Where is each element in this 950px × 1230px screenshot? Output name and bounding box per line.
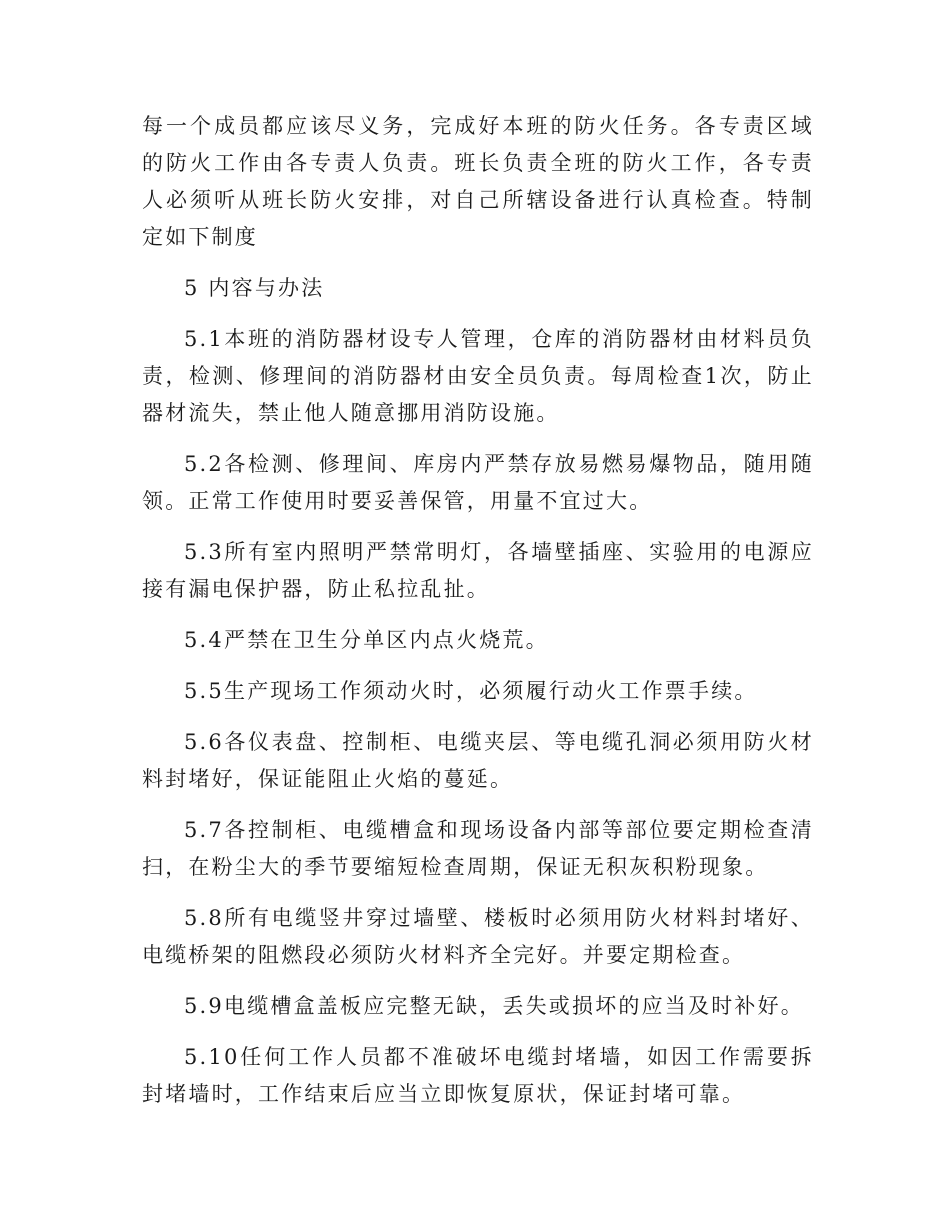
paragraph-5-7: 5.7各控制柜、电缆槽盒和现场设备内部等部位要定期检查清扫，在粉尘大的季节要缩短检查周期，保证无积灰积粉现象。 <box>142 818 814 879</box>
paragraph-5-2: 5.2各检测、修理间、库房内严禁存放易燃易爆物品，随用随领。正常工作使用时要妥善保管，用量不宜过大。 <box>142 452 814 513</box>
paragraph-5-8: 5.8所有电缆竖井穿过墙壁、楼板时必须用防火材料封堵好、电缆桥架的阻燃段必须防火材料齐全完好。并要定期检查。 <box>142 906 814 967</box>
paragraph-5-4: 5.4严禁在卫生分单区内点火烧荒。 <box>184 628 549 652</box>
paragraph-5-10: 5.10任何工作人员都不准破坏电缆封堵墙，如因工作需要拆封堵墙时，工作结束后应当立即恢复原状，保证封堵可靠。 <box>142 1045 814 1106</box>
paragraph-5-1: 5.1本班的消防器材设专人管理，仓库的消防器材由材料员负责，检测、修理间的消防器材由安全员负责。每周检查1次，防止器材流失，禁止他人随意挪用消防设施。 <box>142 327 814 425</box>
section-heading: 5 内容与办法 <box>184 276 325 300</box>
paragraph-5-3: 5.3所有室内照明严禁常明灯，各墙壁插座、实验用的电源应接有漏电保护器，防止私拉乱扯。 <box>142 540 814 601</box>
paragraph-intro: 每一个成员都应该尽义务，完成好本班的防火任务。各专责区域的防火工作由各专责人负责。班长负责全班的防火工作，各专责人必须听从班长防火安排，对自己所辖设备进行认真检查。特制定如下制度 <box>142 114 814 249</box>
document-body <box>142 108 814 1127</box>
paragraph-5-9: 5.9电缆槽盒盖板应完整无缺，丢失或损坏的应当及时补好。 <box>184 994 804 1018</box>
paragraph-5-5: 5.5生产现场工作须动火时，必须履行动火工作票手续。 <box>184 679 758 703</box>
paragraph-5-6: 5.6各仪表盘、控制柜、电缆夹层、等电缆孔洞必须用防火材料封堵好，保证能阻止火焰的蔓延。 <box>142 730 814 791</box>
